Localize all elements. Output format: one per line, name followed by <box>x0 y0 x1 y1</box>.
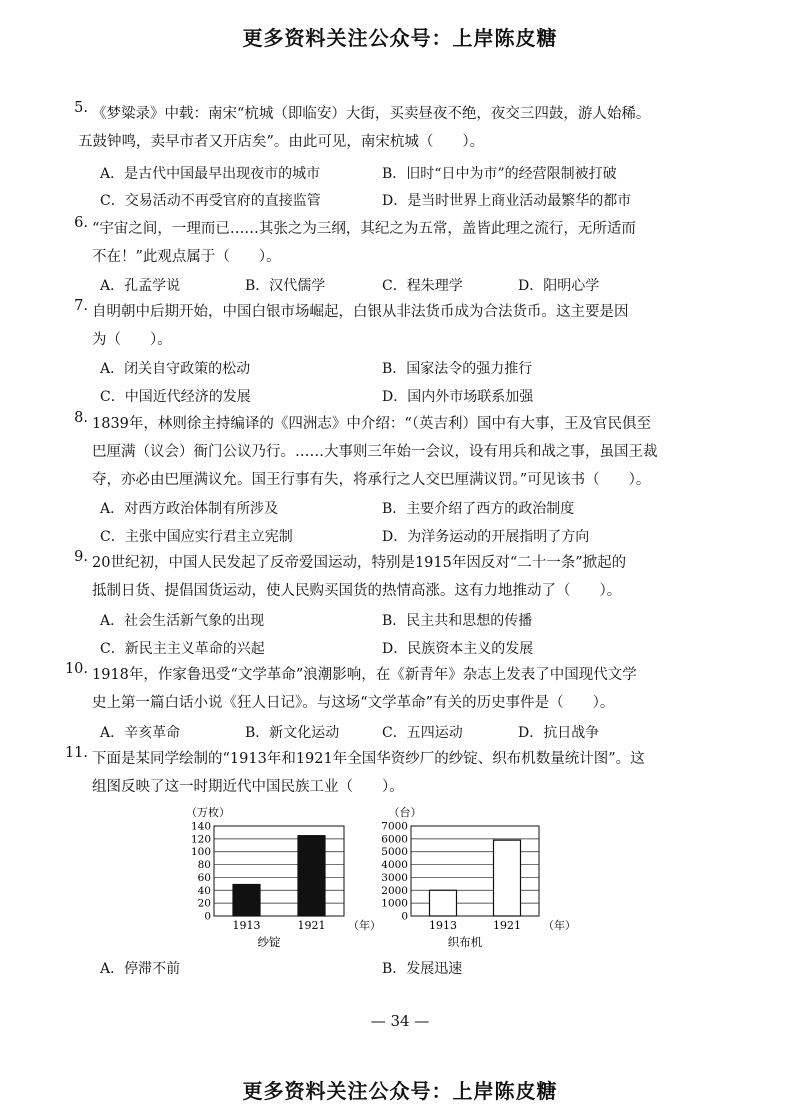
option-b: B．发展迅速 <box>382 961 463 977</box>
y-tick-label: 140 <box>190 820 211 833</box>
option-c: C．中国近代经济的发展 <box>100 389 251 405</box>
question-11-text <box>92 745 645 801</box>
option-d: D．是当时世界上商业活动最繁华的都市 <box>382 193 632 209</box>
x-axis-title: 织布机 <box>447 935 483 949</box>
question-number: 8. <box>74 410 88 426</box>
y-tick-label: 2000 <box>381 884 408 897</box>
y-tick-label: 20 <box>197 897 211 910</box>
question-number: 5. <box>74 100 88 116</box>
question-line: 20世纪初，中国人民发起了反帝爱国运动，特别是1915年因反对“二十一条”掀起的 <box>92 555 627 571</box>
question-line: 下面是某同学绘制的“1913年和1921年全国华资纱厂的纱锭、织布机数量统计图”。这 <box>92 751 645 767</box>
option-a: A．辛亥革命 <box>100 725 181 741</box>
option-b: B．旧时“日中为市”的经营限制被打破 <box>382 166 617 182</box>
y-tick-label: 120 <box>190 833 211 846</box>
x-tick-label: 1921 <box>297 919 326 932</box>
page-footer: 更多资料关注公众号：上岸陈皮糖 <box>242 1079 558 1103</box>
question-line: 五鼓钟鸣，卖早市者又开店矣”。由此可见，南宋杭城（ ）。 <box>78 134 485 150</box>
question-6-text <box>92 215 636 271</box>
y-tick-label: 5000 <box>381 846 408 859</box>
option-c: C．新民主主义革命的兴起 <box>100 641 265 657</box>
option-a: A．对西方政治体制有所涉及 <box>100 501 279 517</box>
question-line: 自明朝中后期开始，中国白银市场崛起，白银从非法货币成为合法货币。这主要是因 <box>92 304 629 320</box>
spindle-bar-chart <box>168 800 381 952</box>
question-line: 1918年，作家鲁迅受“文学革命”浪潮影响，在《新青年》杂志上发表了中国现代文学 <box>92 667 637 683</box>
question-line: 巴厘满（议会）衙门公议乃行。……大事则三年始一会议，设有用兵和战之事，虽国王裁 <box>92 444 658 460</box>
bar <box>298 836 325 916</box>
x-tick-label: 1913 <box>429 919 457 932</box>
question-8-text <box>92 410 658 494</box>
x-tick-label: 1921 <box>493 919 521 932</box>
y-tick-label: 4000 <box>381 859 408 872</box>
y-tick-label: 0 <box>401 910 408 923</box>
y-tick-label: 3000 <box>381 871 408 884</box>
option-a: A．社会生活新气象的出现 <box>100 613 265 629</box>
option-a: A．孔孟学说 <box>100 278 181 294</box>
question-line: 组图反映了这一时期近代中国民族工业（ ）。 <box>92 779 404 795</box>
bar <box>430 890 457 916</box>
y-tick-label: 40 <box>197 884 211 897</box>
page-header: 更多资料关注公众号：上岸陈皮糖 <box>242 26 558 50</box>
y-tick-label: 7000 <box>381 820 408 833</box>
option-b: B．汉代儒学 <box>245 278 326 294</box>
option-a: A．是古代中国最早出现夜市的城市 <box>100 166 321 182</box>
question-line: 夺，亦必由巴厘满议允。国王行事有失，将承行之人交巴厘满议罚。”可见该书（ ）。 <box>92 472 651 488</box>
x-unit-label: （年） <box>543 919 576 932</box>
question-line: 抵制日货、提倡国货运动，使人民购买国货的热情高涨。这有力地推动了（ ）。 <box>92 583 622 599</box>
question-number: 9. <box>74 549 88 565</box>
y-tick-label: 80 <box>197 859 211 872</box>
question-line: 《梦粱录》中载：南宋“杭城（即临安）大街，买卖昼夜不绝，夜交三四鼓，游人始稀。 <box>92 106 651 122</box>
question-7-text <box>92 298 629 354</box>
question-number: 10. <box>64 661 88 677</box>
page-number: — 34 — <box>370 1012 430 1030</box>
question-9-text <box>92 549 626 605</box>
y-tick-label: 6000 <box>381 833 408 846</box>
question-10-text <box>92 661 637 717</box>
option-c: C．五四运动 <box>382 725 463 741</box>
question-line: 1839年，林则徐主持编译的《四洲志》中介绍：“（英吉利）国中有大事，王及官民俱至 <box>92 416 652 432</box>
question-number: 7. <box>74 298 88 314</box>
question-line: 史上第一篇白话小说《狂人日记》。与这场“文学革命”有关的历史事件是（ ）。 <box>92 695 615 711</box>
question-5-text <box>78 100 651 156</box>
y-tick-label: 0 <box>204 910 211 923</box>
option-d: D．国内外市场联系加强 <box>382 389 534 405</box>
option-c: C．交易活动不再受官府的直接监管 <box>100 193 321 209</box>
option-d: D．抗日战争 <box>518 725 600 741</box>
y-tick-label: 1000 <box>381 897 408 910</box>
option-a: A．闭关自守政策的松动 <box>100 361 251 377</box>
option-b: B．国家法令的强力推行 <box>382 361 533 377</box>
loom-bar-chart <box>365 800 580 952</box>
question-number: 6. <box>74 215 88 231</box>
y-unit-label: （台） <box>388 806 422 819</box>
y-unit-label: （万枚） <box>186 806 230 819</box>
bar <box>494 840 521 916</box>
question-line: “宇宙之间，一理而已……其张之为三纲，其纪之为五常，盖皆此理之流行，无所适而 <box>92 221 636 237</box>
option-d: D．阳明心学 <box>518 278 600 294</box>
question-line: 为（ ）。 <box>92 332 172 348</box>
option-c: C．程朱理学 <box>382 278 463 294</box>
x-unit-label: （年） <box>348 919 381 932</box>
question-line: 不在！”此观点属于（ ）。 <box>92 249 281 265</box>
x-axis-title: 纱锭 <box>257 935 281 949</box>
question-number: 11. <box>64 745 88 761</box>
option-b: B．民主共和思想的传播 <box>382 613 533 629</box>
option-c: C．主张中国应实行君主立宪制 <box>100 529 293 545</box>
option-b: B．主要介绍了西方的政治制度 <box>382 501 575 517</box>
x-tick-label: 1913 <box>232 919 261 932</box>
y-tick-label: 100 <box>190 846 211 859</box>
option-b: B．新文化运动 <box>245 725 340 741</box>
bar <box>233 885 260 917</box>
option-a: A．停滞不前 <box>100 961 181 977</box>
y-tick-label: 60 <box>197 871 211 884</box>
option-d: D．民族资本主义的发展 <box>382 641 534 657</box>
option-d: D．为洋务运动的开展指明了方向 <box>382 529 590 545</box>
